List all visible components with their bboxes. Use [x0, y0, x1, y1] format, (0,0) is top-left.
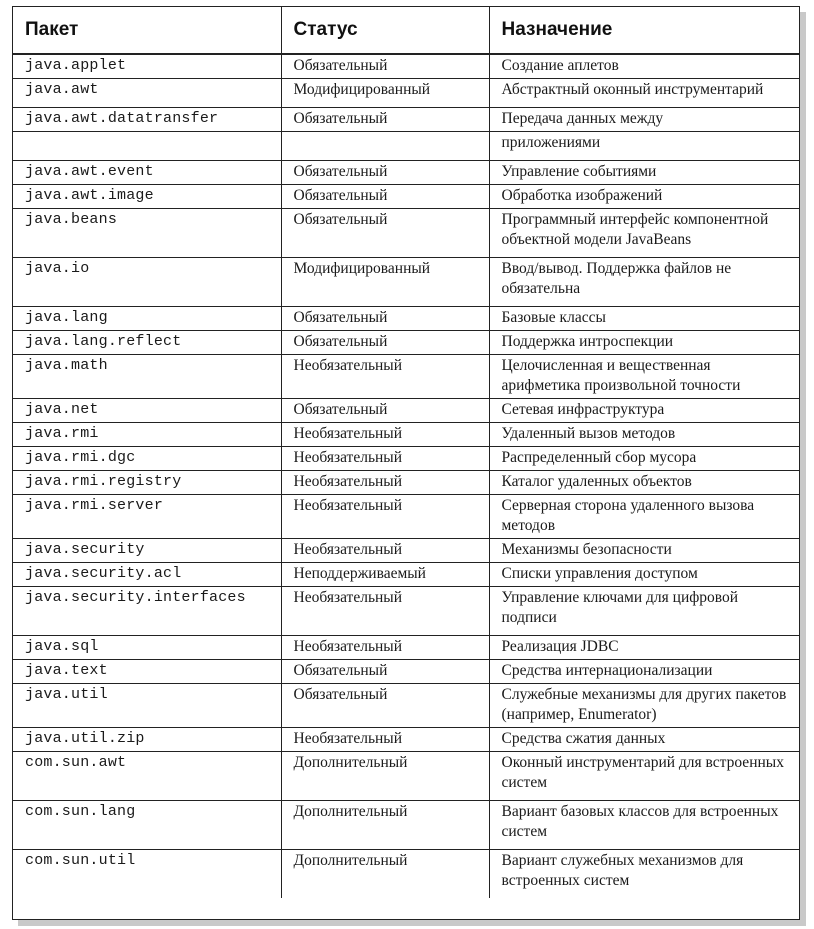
purpose-cell: Управление ключами для цифровой подписи	[489, 587, 799, 636]
purpose-cell: Целочисленная и вещественная арифметика произвольной точности	[489, 355, 799, 399]
table-row	[13, 209, 799, 258]
status-cell: Неподдерживаемый	[281, 563, 489, 587]
purpose-cell: Удаленный вызов методов	[489, 423, 799, 447]
purpose-cell: Ввод/вывод. Поддержка файлов не обязательна	[489, 258, 799, 307]
status-cell: Дополнительный	[281, 850, 489, 899]
table-row	[13, 54, 799, 79]
status-cell: Обязательный	[281, 660, 489, 684]
package-cell: java.awt	[13, 79, 281, 108]
table-row	[13, 161, 799, 185]
purpose-cell: Служебные механизмы для других пакетов (например, Enumerator)	[489, 684, 799, 728]
package-cell: java.awt.datatransfer	[13, 108, 281, 132]
table-row	[13, 423, 799, 447]
status-cell: Обязательный	[281, 331, 489, 355]
status-cell: Дополнительный	[281, 801, 489, 850]
purpose-cell: Механизмы безопасности	[489, 539, 799, 563]
header-purpose: Назначение	[489, 7, 799, 54]
package-cell: java.security	[13, 539, 281, 563]
table-row	[13, 185, 799, 209]
package-cell: java.beans	[13, 209, 281, 258]
table-row	[13, 355, 799, 399]
package-cell: java.rmi.server	[13, 495, 281, 539]
package-cell	[13, 132, 281, 161]
status-cell: Модифицированный	[281, 258, 489, 307]
purpose-cell: Поддержка интроспекции	[489, 331, 799, 355]
table-row	[13, 108, 799, 132]
purpose-cell: Создание аплетов	[489, 54, 799, 79]
package-cell: java.util.zip	[13, 728, 281, 752]
status-cell: Необязательный	[281, 471, 489, 495]
table-row	[13, 660, 799, 684]
status-cell: Обязательный	[281, 399, 489, 423]
table-row	[13, 587, 799, 636]
table-row	[13, 539, 799, 563]
table-row	[13, 258, 799, 307]
table-row	[13, 79, 799, 108]
table-row	[13, 801, 799, 850]
purpose-cell: Списки управления доступом	[489, 563, 799, 587]
status-cell: Обязательный	[281, 54, 489, 79]
purpose-cell: Средства сжатия данных	[489, 728, 799, 752]
header-package: Пакет	[13, 7, 281, 54]
table-row	[13, 495, 799, 539]
purpose-cell: Распределенный сбор мусора	[489, 447, 799, 471]
table-row	[13, 728, 799, 752]
table-row	[13, 307, 799, 331]
package-cell: java.lang.reflect	[13, 331, 281, 355]
purpose-cell: Программный интерфейс компонентной объектной модели JavaBeans	[489, 209, 799, 258]
table-row	[13, 399, 799, 423]
table-row	[13, 850, 799, 899]
status-cell: Обязательный	[281, 108, 489, 132]
purpose-cell: Реализация JDBC	[489, 636, 799, 660]
package-cell: java.io	[13, 258, 281, 307]
status-cell: Обязательный	[281, 209, 489, 258]
package-cell: java.rmi	[13, 423, 281, 447]
purpose-cell: Каталог удаленных объектов	[489, 471, 799, 495]
package-cell: com.sun.util	[13, 850, 281, 899]
status-cell: Необязательный	[281, 539, 489, 563]
status-cell: Обязательный	[281, 684, 489, 728]
table-row	[13, 636, 799, 660]
package-cell: com.sun.awt	[13, 752, 281, 801]
purpose-cell: Абстрактный оконный инструментарий	[489, 79, 799, 108]
package-cell: java.rmi.dgc	[13, 447, 281, 471]
purpose-cell: Серверная сторона удаленного вызова методов	[489, 495, 799, 539]
package-cell: java.awt.event	[13, 161, 281, 185]
purpose-cell: Средства интернационализации	[489, 660, 799, 684]
table-frame	[12, 6, 800, 920]
status-cell: Необязательный	[281, 587, 489, 636]
package-cell: java.math	[13, 355, 281, 399]
package-cell: java.text	[13, 660, 281, 684]
purpose-cell: Базовые классы	[489, 307, 799, 331]
table-row	[13, 752, 799, 801]
purpose-cell: Вариант базовых классов для встроенных систем	[489, 801, 799, 850]
table-row	[13, 447, 799, 471]
purpose-cell: Передача данных между	[489, 108, 799, 132]
package-cell: java.sql	[13, 636, 281, 660]
table-row	[13, 331, 799, 355]
status-cell: Обязательный	[281, 185, 489, 209]
status-cell: Модифицированный	[281, 79, 489, 108]
status-cell: Обязательный	[281, 307, 489, 331]
purpose-cell: Вариант служебных механизмов для встроенных систем	[489, 850, 799, 899]
status-cell: Необязательный	[281, 447, 489, 471]
status-cell: Обязательный	[281, 161, 489, 185]
package-cell: java.net	[13, 399, 281, 423]
header-row	[13, 7, 799, 54]
package-cell: java.security.acl	[13, 563, 281, 587]
header-status: Статус	[281, 7, 489, 54]
package-cell: java.lang	[13, 307, 281, 331]
status-cell: Необязательный	[281, 636, 489, 660]
status-cell: Необязательный	[281, 423, 489, 447]
purpose-cell: Сетевая инфраструктура	[489, 399, 799, 423]
purpose-cell: Управление событиями	[489, 161, 799, 185]
table-row	[13, 132, 799, 161]
status-cell: Дополнительный	[281, 752, 489, 801]
purpose-cell: приложениями	[489, 132, 799, 161]
table-row	[13, 471, 799, 495]
status-cell	[281, 132, 489, 161]
package-cell: java.util	[13, 684, 281, 728]
package-cell: java.awt.image	[13, 185, 281, 209]
purpose-cell: Оконный инструментарий для встроенных систем	[489, 752, 799, 801]
package-cell: java.security.interfaces	[13, 587, 281, 636]
table-row	[13, 684, 799, 728]
purpose-cell: Обработка изображений	[489, 185, 799, 209]
status-cell: Необязательный	[281, 495, 489, 539]
package-cell: java.applet	[25, 57, 127, 74]
status-cell: Необязательный	[281, 355, 489, 399]
java-packages-table	[13, 7, 799, 898]
table-row	[13, 563, 799, 587]
status-cell: Необязательный	[281, 728, 489, 752]
package-cell: java.rmi.registry	[13, 471, 281, 495]
package-cell: com.sun.lang	[13, 801, 281, 850]
